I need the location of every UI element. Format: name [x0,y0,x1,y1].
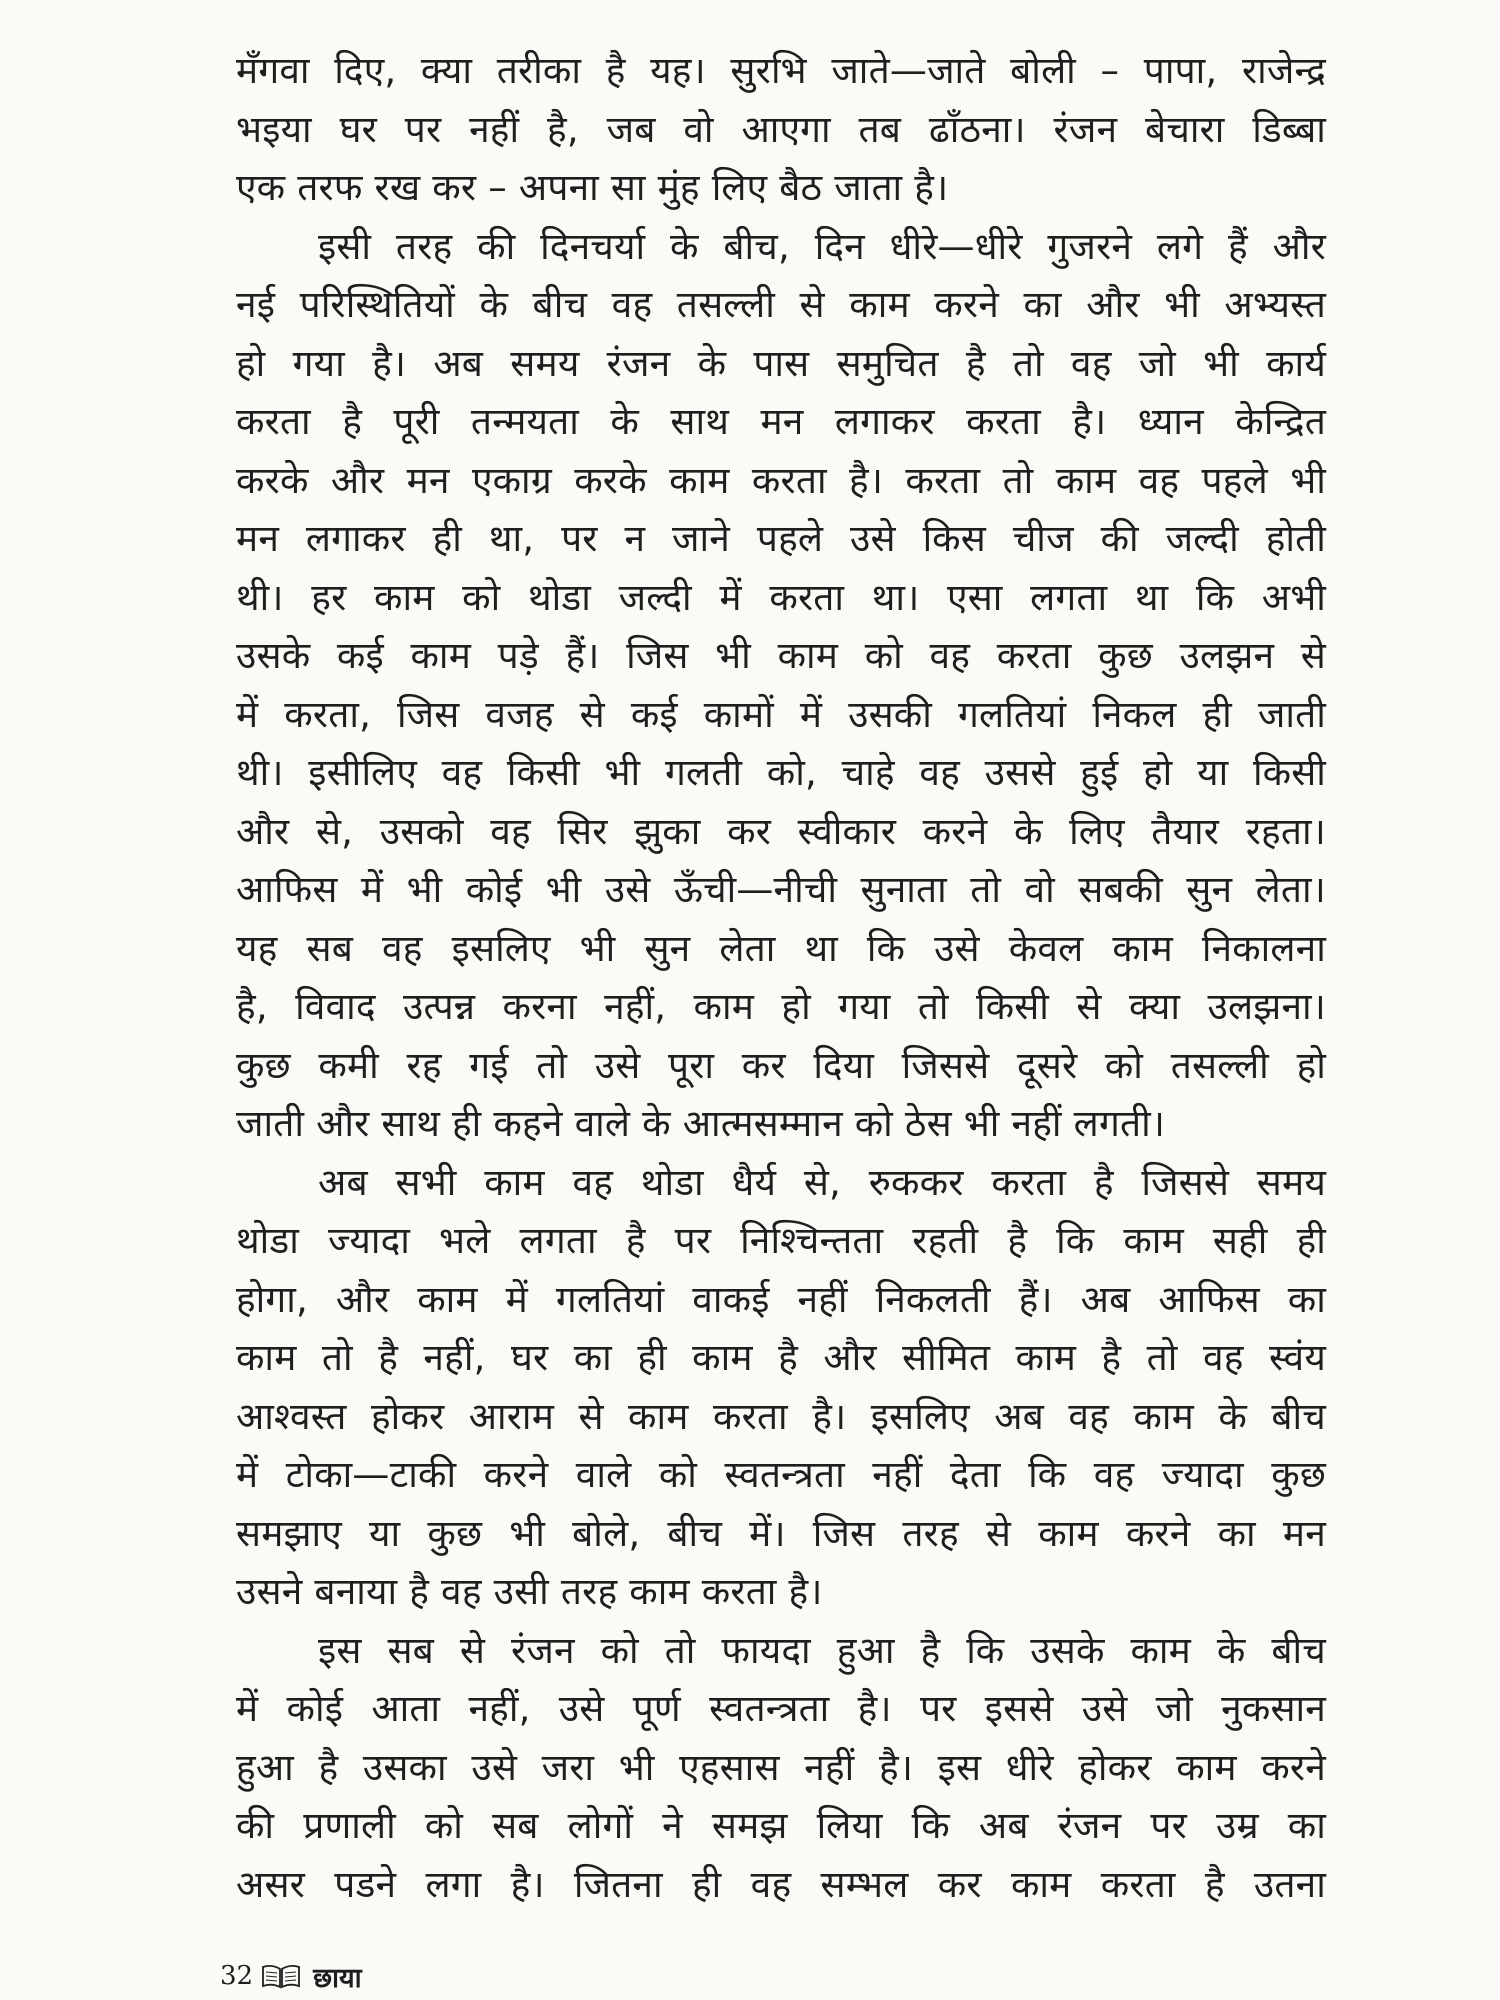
text-line: थोडा ज्यादा भले लगता है पर निश्चिन्तता रहती है कि काम सही ही [236,1219,1326,1262]
text-line: असर पडने लगा है। जितना ही वह सम्भल कर काम करता है उतना [236,1862,1326,1906]
text-line: में करता, जिस वजह से कई कामों में उसकी गलतियां निकल ही जाती [236,692,1326,736]
text-line: मन लगाकर ही था, पर न जाने पहले उसे किस चीज की जल्दी होती [236,517,1326,560]
text-line: एक तरफ रख कर – अपना सा मुंह लिए बैठ जाता है। [236,166,949,209]
text-line: यह सब वह इसलिए भी सुन लेता था कि उसे केवल काम निकालना [236,926,1326,970]
text-line: नई परिस्थितियों के बीच वह तसल्ली से काम करने का और भी अभ्यस्त [236,283,1326,326]
text-line: समझाए या कुछ भी बोले, बीच में। जिस तरह से काम करने का मन [236,1511,1326,1555]
text-line: है, विवाद उत्पन्न करना नहीं, काम हो गया तो किसी से क्या उलझना। [236,985,1326,1028]
text-line: हुआ है उसका उसे जरा भी एहसास नहीं है। इस धीरे होकर काम करने [236,1745,1326,1789]
text-line: कुछ कमी रह गई तो उसे पूरा कर दिया जिससे दूसरे को तसल्ली हो [236,1043,1326,1087]
paragraph-4 [236,1622,1326,1915]
text-line: थी। इसीलिए वह किसी भी गलती को, चाहे वह उससे हुई हो या किसी [236,751,1326,794]
paragraph-3 [236,1154,1326,1622]
text-line: मँगवा दिए, क्या तरीका है यह। सुरभि जाते—जाते बोली – पापा, राजेन्द्र [236,49,1326,92]
text-line: में टोका—टाकी करने वाले को स्वतन्त्रता नहीं देता कि वह ज्यादा कुछ [236,1453,1326,1496]
text-line: उसके कई काम पड़े हैं। जिस भी काम को वह करता कुछ उलझन से [236,634,1326,677]
text-line: आश्वस्त होकर आराम से काम करता है। इसलिए अब वह काम के बीच [236,1394,1326,1438]
paragraph-1 [236,42,1326,218]
page-number: 32 [220,1961,254,1991]
text-line: जाती और साथ ही कहने वाले के आत्मसम्मान को ठेस भी नहीं लगती। [236,1102,1166,1145]
text-line: होगा, और काम में गलतियां वाकई नहीं निकलती हैं। अब आफिस का [236,1277,1326,1321]
text-line: थी। हर काम को थोडा जल्दी में करता था। एसा लगता था कि अभी [236,575,1326,619]
text-line: की प्रणाली को सब लोगों ने समझ लिया कि अब रंजन पर उम्र का [236,1804,1326,1847]
page-footer [220,1960,362,1992]
text-line: करता है पूरी तन्मयता के साथ मन लगाकर करता है। ध्यान केन्द्रित [236,400,1326,443]
text-line: भइया घर पर नहीं है, जब वो आएगा तब ढाँठना। रंजन बेचारा डिब्बा [236,107,1326,151]
text-line: हो गया है। अब समय रंजन के पास समुचित है तो वह जो भी कार्य [236,341,1326,385]
text-line: इस सब से रंजन को तो फायदा हुआ है कि उसके काम के बीच [318,1628,1326,1672]
open-book-icon [261,1963,301,1989]
text-line: उसने बनाया है वह उसी तरह काम करता है। [236,1570,823,1613]
text-line: अब सभी काम वह थोडा धैर्य से, रुककर करता है जिससे समय [318,1160,1326,1204]
text-line: करके और मन एकाग्र करके काम करता है। करता तो काम वह पहले भी [236,458,1326,502]
book-title: छाया [313,1962,362,1994]
text-line: और से, उसको वह सिर झुका कर स्वीकार करने के लिए तैयार रहता। [236,809,1326,853]
text-line: काम तो है नहीं, घर का ही काम है और सीमित काम है तो वह स्वंय [236,1336,1326,1379]
text-line: में कोई आता नहीं, उसे पूर्ण स्वतन्त्रता है। पर इससे उसे जो नुकसान [236,1687,1326,1730]
text-line: आफिस में भी कोई भी उसे ऊँची—नीची सुनाता तो वो सबकी सुन लेता। [236,868,1326,911]
body-text [236,42,1326,1914]
paragraph-2 [236,218,1326,1154]
text-line: इसी तरह की दिनचर्या के बीच, दिन धीरे—धीरे गुजरने लगे हैं और [318,224,1326,268]
